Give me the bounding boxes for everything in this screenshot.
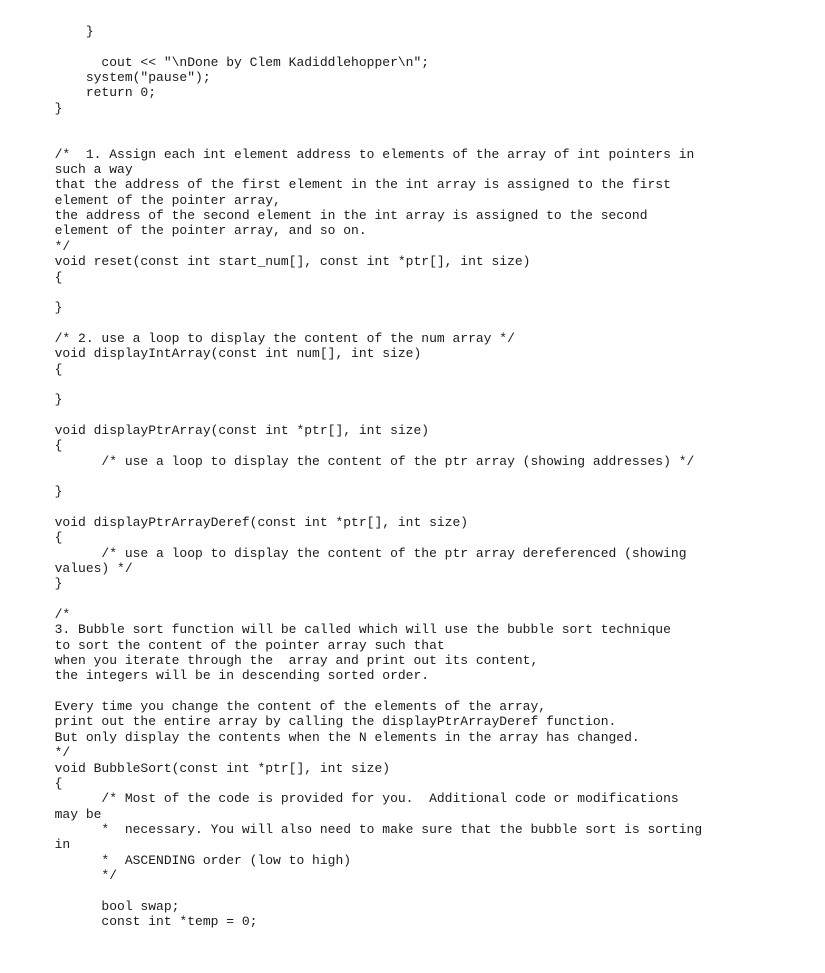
code-line xyxy=(0,316,825,331)
code-line xyxy=(0,285,825,300)
code-line: element of the pointer array, and so on. xyxy=(0,223,367,239)
code-line xyxy=(0,883,825,898)
code-line: system("pause"); xyxy=(0,70,211,86)
code-line: /* xyxy=(0,607,71,623)
code-line: { xyxy=(0,775,63,791)
code-line: } xyxy=(0,24,94,39)
code-line: when you iterate through the array and print out its content, xyxy=(0,653,539,669)
code-line: { xyxy=(0,530,63,546)
code-line: */ xyxy=(0,867,118,883)
code-line: void BubbleSort(const int *ptr[], int size) xyxy=(0,760,391,776)
code-line: the integers will be in descending sorted order. xyxy=(0,668,430,684)
code-line: that the address of the first element in the int array is assigned to the first xyxy=(0,177,671,193)
code-line xyxy=(0,408,825,423)
code-line: * necessary. You will also need to make sure that the bubble sort is sorting xyxy=(0,821,703,837)
code-line: cout << "\nDone by Clem Kadiddlehopper\n"; xyxy=(0,54,430,70)
code-line: } xyxy=(0,484,63,500)
code-line xyxy=(0,116,825,131)
code-line xyxy=(0,39,825,54)
code-line: { xyxy=(0,438,63,454)
code-line: const int *temp = 0; xyxy=(0,913,258,929)
code-line xyxy=(0,377,825,392)
code-line: */ xyxy=(0,238,71,254)
code-line: } xyxy=(0,576,63,592)
code-line: } xyxy=(0,392,63,408)
code-listing xyxy=(0,24,825,929)
code-line: bool swap; xyxy=(0,898,180,914)
code-line: return 0; xyxy=(0,85,157,101)
code-line: the address of the second element in the int array is assigned to the second xyxy=(0,208,648,224)
code-line xyxy=(0,684,825,699)
code-line: /* 2. use a loop to display the content of the num array */ xyxy=(0,330,515,346)
code-line: /* use a loop to display the content of the ptr array dereferenced (showing xyxy=(0,545,687,561)
code-line: /* use a loop to display the content of the ptr array (showing addresses) */ xyxy=(0,453,695,469)
code-line: in xyxy=(0,837,71,853)
code-line: { xyxy=(0,269,63,285)
code-line: /* Most of the code is provided for you. Additional code or modifications xyxy=(0,791,679,807)
code-line: } xyxy=(0,300,63,316)
code-line: } xyxy=(0,100,63,116)
code-line: But only display the contents when the N elements in the array has changed. xyxy=(0,729,640,745)
code-line: such a way xyxy=(0,162,133,178)
code-line: /* 1. Assign each int element address to elements of the array of int pointers in xyxy=(0,146,695,162)
code-line: values) */ xyxy=(0,561,133,577)
code-line: element of the pointer array, xyxy=(0,192,281,208)
code-line xyxy=(0,500,825,515)
code-line xyxy=(0,131,825,146)
code-line: void displayPtrArrayDeref(const int *ptr[], int size) xyxy=(0,515,469,530)
code-line: void displayPtrArray(const int *ptr[], int size) xyxy=(0,422,430,438)
code-line: void reset(const int start_num[], const int *ptr[], int size) xyxy=(0,254,531,270)
code-line xyxy=(0,592,825,607)
code-line: void displayIntArray(const int num[], int size) xyxy=(0,346,422,362)
code-line: */ xyxy=(0,745,71,761)
code-line xyxy=(0,469,825,484)
code-line: { xyxy=(0,361,63,377)
code-line: 3. Bubble sort function will be called which will use the bubble sort technique xyxy=(0,622,671,638)
code-line: * ASCENDING order (low to high) xyxy=(0,852,352,868)
code-line: Every time you change the content of the elements of the array, xyxy=(0,699,547,715)
code-line: print out the entire array by calling the displayPtrArrayDeref function. xyxy=(0,714,617,730)
code-line: to sort the content of the pointer array such that xyxy=(0,637,445,653)
code-line: may be xyxy=(0,806,102,822)
